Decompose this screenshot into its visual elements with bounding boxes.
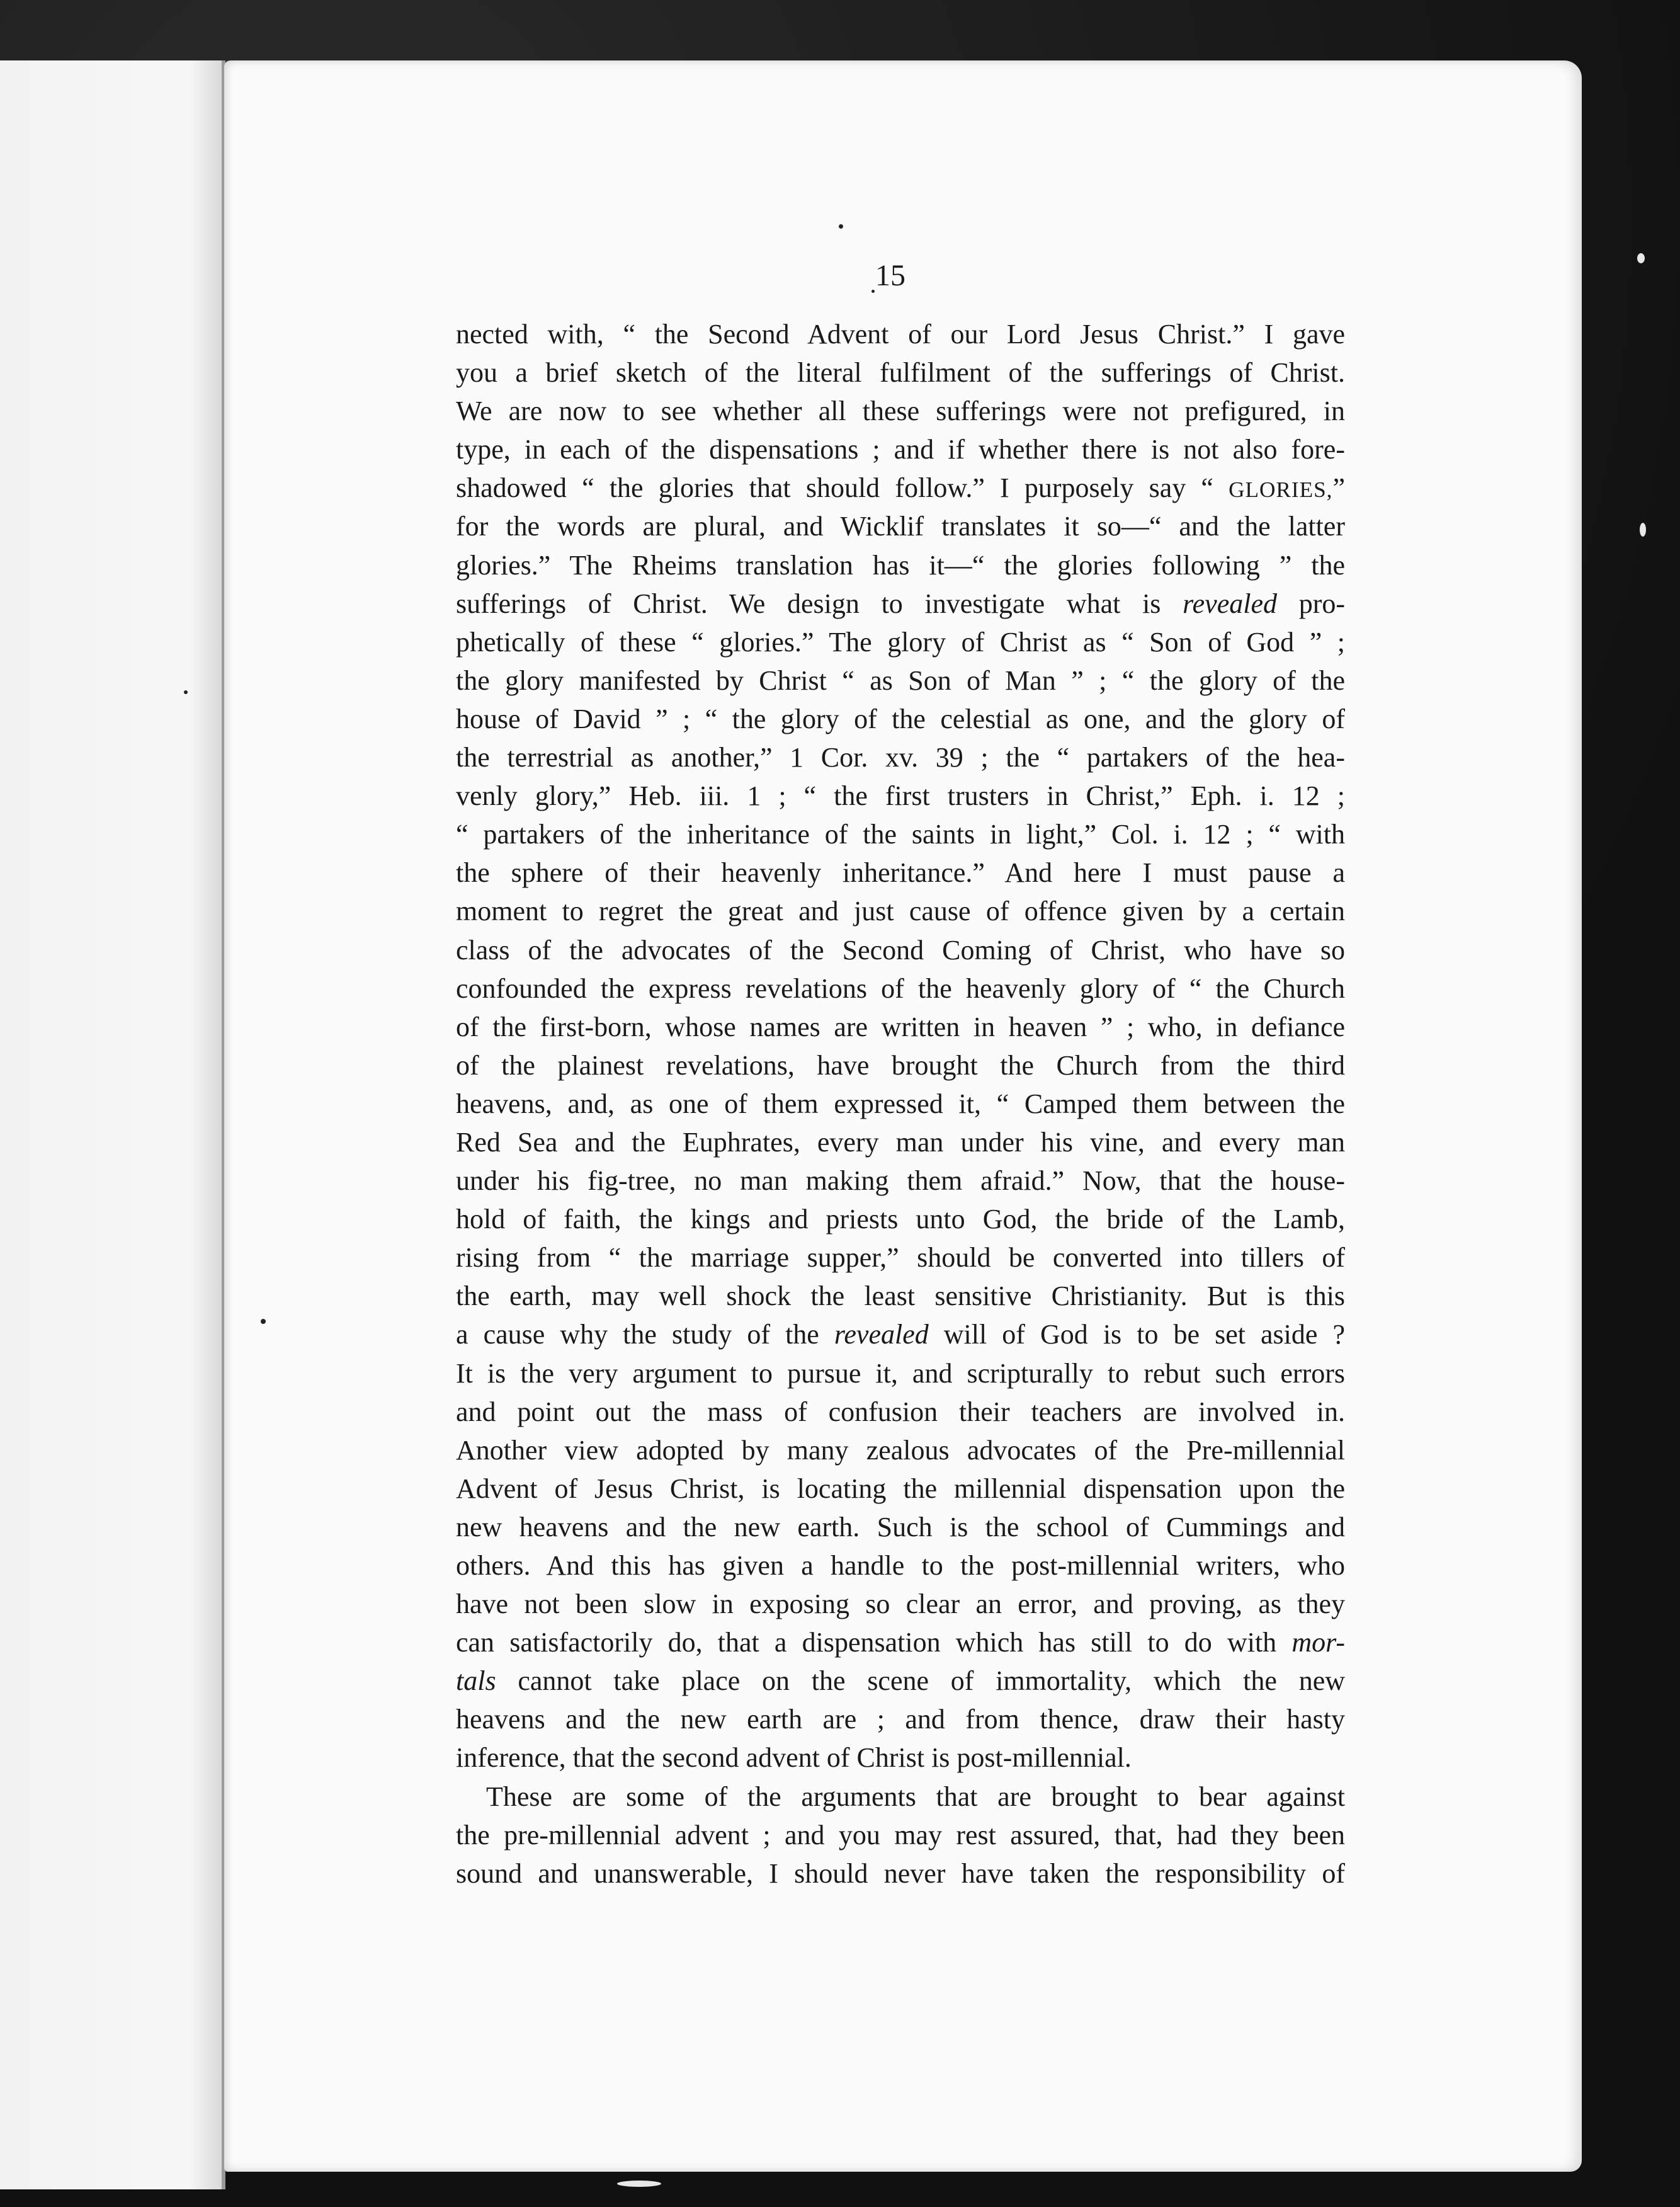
text-line: of the plainest revelations, have brought the Church from the third (456, 1049, 1345, 1081)
scan-speck (617, 2181, 661, 2187)
text-line: shadowed “ the glories that should follow.” I purposely say “ GLORIES,” (456, 472, 1345, 504)
text-line: class of the advocates of the Second Coming of Christ, who have so (456, 934, 1345, 966)
text-line: Advent of Jesus Christ, is locating the millennial dispensation upon the (456, 1473, 1345, 1504)
text-line: house of David ” ; “ the glory of the celestial as one, and the glory of (456, 703, 1345, 734)
text-line: can satisfactorily do, that a dispensation which has still to do with mor- (456, 1627, 1345, 1658)
facing-page-edge (0, 60, 225, 2189)
text-line: We are now to see whether all these sufferings were not prefigured, in (456, 396, 1345, 427)
scan-speck (1637, 253, 1645, 263)
page-speck (839, 224, 843, 229)
text-line: rising from “ the marriage supper,” should be converted into tillers of (456, 1242, 1345, 1274)
page-number: 15 (875, 259, 905, 292)
text-line: inference, that the second advent of Christ is post-millennial. (456, 1742, 1132, 1774)
page-speck (184, 690, 188, 694)
page-speck (261, 1319, 266, 1324)
text-line: moment to regret the great and just cause of offence given by a certain (456, 896, 1345, 927)
text-line: the earth, may well shock the least sensitive Christianity. But is this (456, 1280, 1345, 1312)
text-line: Red Sea and the Euphrates, every man under his vine, and every man (456, 1126, 1345, 1158)
page-body-text (456, 315, 1345, 1893)
text-line: It is the very argument to pursue it, and scripturally to rebut such errors (456, 1357, 1345, 1389)
text-line: you a brief sketch of the literal fulfilment of the sufferings of Christ. (456, 357, 1345, 389)
text-line: venly glory,” Heb. iii. 1 ; “ the first trusters in Christ,” Eph. i. 12 ; (456, 780, 1345, 812)
text-line: type, in each of the dispensations ; and if whether there is not also fore- (456, 434, 1345, 465)
text-line: have not been slow in exposing so clear an error, and proving, as they (456, 1588, 1345, 1620)
text-line: These are some of the arguments that are brought to bear against (486, 1781, 1345, 1812)
scan-speck (1640, 523, 1646, 537)
text-line: sound and unanswerable, I should never have taken the responsibility of (456, 1857, 1345, 1889)
text-line: a cause why the study of the revealed will of God is to be set aside ? (456, 1319, 1345, 1350)
text-line: “ partakers of the inheritance of the saints in light,” Col. i. 12 ; “ with (456, 819, 1345, 850)
text-line: phetically of these “ glories.” The glory of Christ as “ Son of God ” ; (456, 626, 1345, 658)
text-line: the pre-millennial advent ; and you may rest assured, that, had they been (456, 1819, 1345, 1851)
text-line: Another view adopted by many zealous advocates of the Pre-millennial (456, 1434, 1345, 1466)
text-line: heavens, and, as one of them expressed it, “ Camped them between the (456, 1088, 1345, 1119)
text-line: under his fig-tree, no man making them afraid.” Now, that the house- (456, 1165, 1345, 1197)
text-line: new heavens and the new earth. Such is the school of Cummings and (456, 1511, 1345, 1543)
text-line: the sphere of their heavenly inheritance.” And here I must pause a (456, 857, 1345, 889)
text-line: hold of faith, the kings and priests unto God, the bride of the Lamb, (456, 1204, 1345, 1235)
text-line: tals cannot take place on the scene of immortality, which the new (456, 1665, 1345, 1697)
text-line: glories.” The Rheims translation has it—“ the glories following ” the (456, 549, 1345, 581)
text-line: and point out the mass of confusion their teachers are involved in. (456, 1396, 1345, 1427)
text-line: sufferings of Christ. We design to investigate what is revealed pro- (456, 588, 1345, 619)
text-line: others. And this has given a handle to the post-millennial writers, who (456, 1550, 1345, 1581)
page-speck (871, 290, 875, 293)
text-line: for the words are plural, and Wicklif translates it so—“ and the latter (456, 511, 1345, 542)
text-line: heavens and the new earth are ; and from thence, draw their hasty (456, 1704, 1345, 1735)
text-line: of the first-born, whose names are written in heaven ” ; who, in defiance (456, 1011, 1345, 1042)
text-line: nected with, “ the Second Advent of our Lord Jesus Christ.” I gave (456, 319, 1345, 350)
text-line: the glory manifested by Christ “ as Son of Man ” ; “ the glory of the (456, 664, 1345, 696)
text-line: the terrestrial as another,” 1 Cor. xv. 39 ; the “ partakers of the hea- (456, 742, 1345, 773)
text-line: confounded the express revelations of the heavenly glory of “ the Church (456, 972, 1345, 1004)
